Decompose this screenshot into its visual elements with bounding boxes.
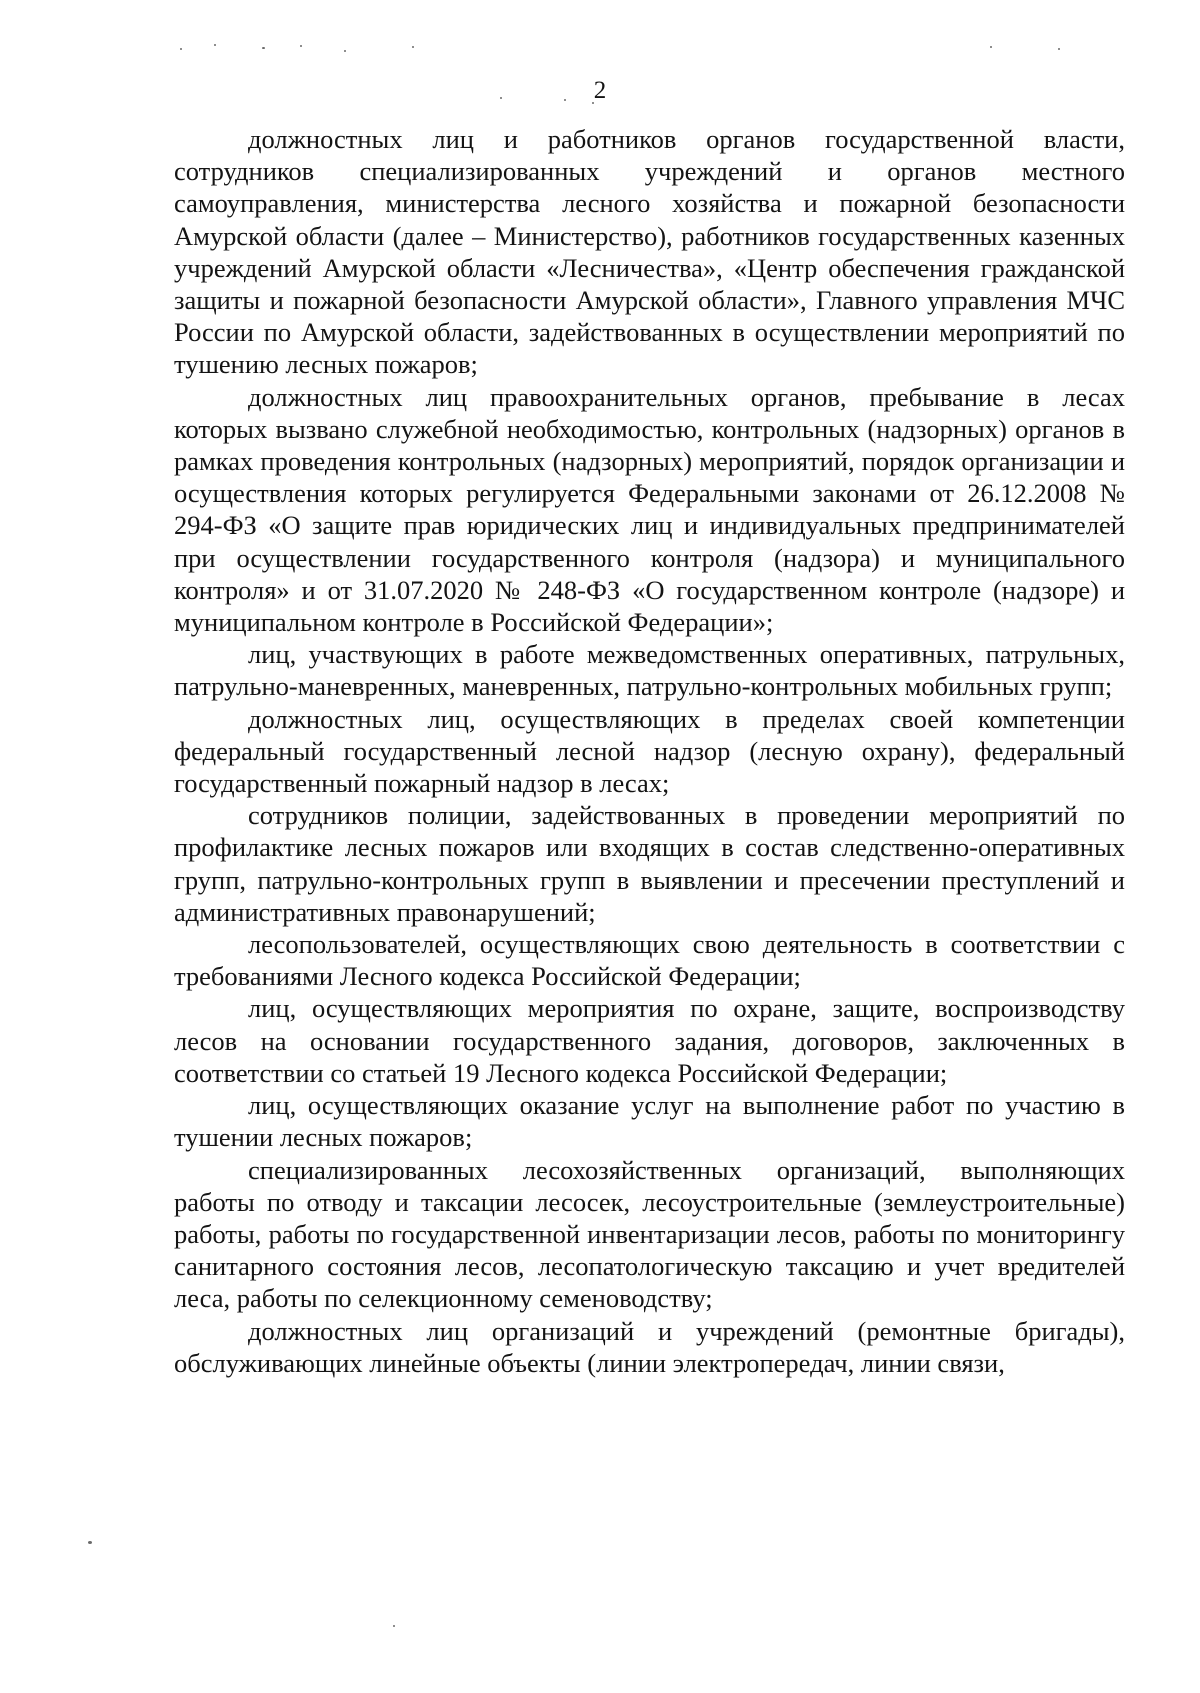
paragraph: специализированных лесохозяйственных организаций, выполняющих работы по отводу и таксации лесосек, лесоустроительные (землеустроительные) работы, работы по государственной инвентаризации лесов, работы по мониторингу санитарного состояния лесов, лесопатологическую таксацию и учет вредителей леса, работы по селекционному семеноводству; xyxy=(174,1154,1125,1314)
page-number: 2 xyxy=(593,77,607,104)
paragraph: сотрудников полиции, задействованных в проведении мероприятий по профилактике лесных пожаров или входящих в состав следственно-оперативных групп, патрульно-контрольных групп в выявлении и пресечении преступлений и административных правонарушений; xyxy=(174,800,1125,927)
scan-speck xyxy=(990,46,992,48)
paragraph: лесопользователей, осуществляющих свою деятельность в соответствии с требованиями Лесного кодекса Российской Федерации; xyxy=(174,929,1125,992)
paragraph: лиц, участвующих в работе межведомственных оперативных, патрульных, патрульно-маневренных, маневренных, патрульно-контрольных мобильных групп; xyxy=(174,639,1125,702)
scan-speck xyxy=(344,50,346,52)
scan-speck xyxy=(300,45,302,47)
scan-speck xyxy=(393,1625,395,1627)
scan-speck xyxy=(262,47,265,49)
paragraph: должностных лиц организаций и учреждений (ремонтные бригады), обслуживающих линейные объекты (линии электропередач, линии связи, xyxy=(174,1315,1125,1378)
scan-speck xyxy=(412,46,414,48)
paragraph: должностных лиц, осуществляющих в пределах своей компетенции федеральный государственный лесной надзор (лесную охрану), федеральный государственный пожарный надзор в лесах; xyxy=(174,703,1125,799)
paragraph: должностных лиц и работников органов государственной власти, сотрудников специализированных учреждений и органов местного самоуправления, министерства лесного хозяйства и пожарной безопасности Амурской области (далее – Министерство), работников государственных казенных учреждений Амурской области «Лесничества», «Центр обеспечения гражданской защиты и пожарной безопасности Амурской области», Главного управления МЧС России по Амурской области, задействованных в осуществлении мероприятий по тушению лесных пожаров; xyxy=(174,124,1125,380)
paragraph: должностных лиц правоохранительных органов, пребывание в лесах которых вызвано служебной необходимостью, контрольных (надзорных) органов в рамках проведения контрольных (надзорных) мероприятий, порядок организации и осуществления которых регулируется Федеральными законами от 26.12.2008 № 294-ФЗ «О защите прав юридических лиц и индивидуальных предпринимателей при осуществлении государственного контроля (надзора) и муниципального контроля» и от 31.07.2020 № 248-ФЗ «О государственном контроле (надзоре) и муниципальном контроле в Российской Федерации»; xyxy=(174,381,1125,638)
paragraph: лиц, осуществляющих мероприятия по охране, защите, воспроизводству лесов на основании государственного задания, договоров, заключенных в соответствии со статьей 19 Лесного кодекса Российской Федерации; xyxy=(174,993,1125,1088)
paragraph: лиц, осуществляющих оказание услуг на выполнение работ по участию в тушении лесных пожаров; xyxy=(174,1090,1125,1153)
scan-speck xyxy=(180,48,182,50)
scan-speck xyxy=(1058,48,1060,50)
document-body xyxy=(174,123,1125,1379)
scan-speck xyxy=(214,44,216,46)
scan-speck xyxy=(88,1541,92,1544)
